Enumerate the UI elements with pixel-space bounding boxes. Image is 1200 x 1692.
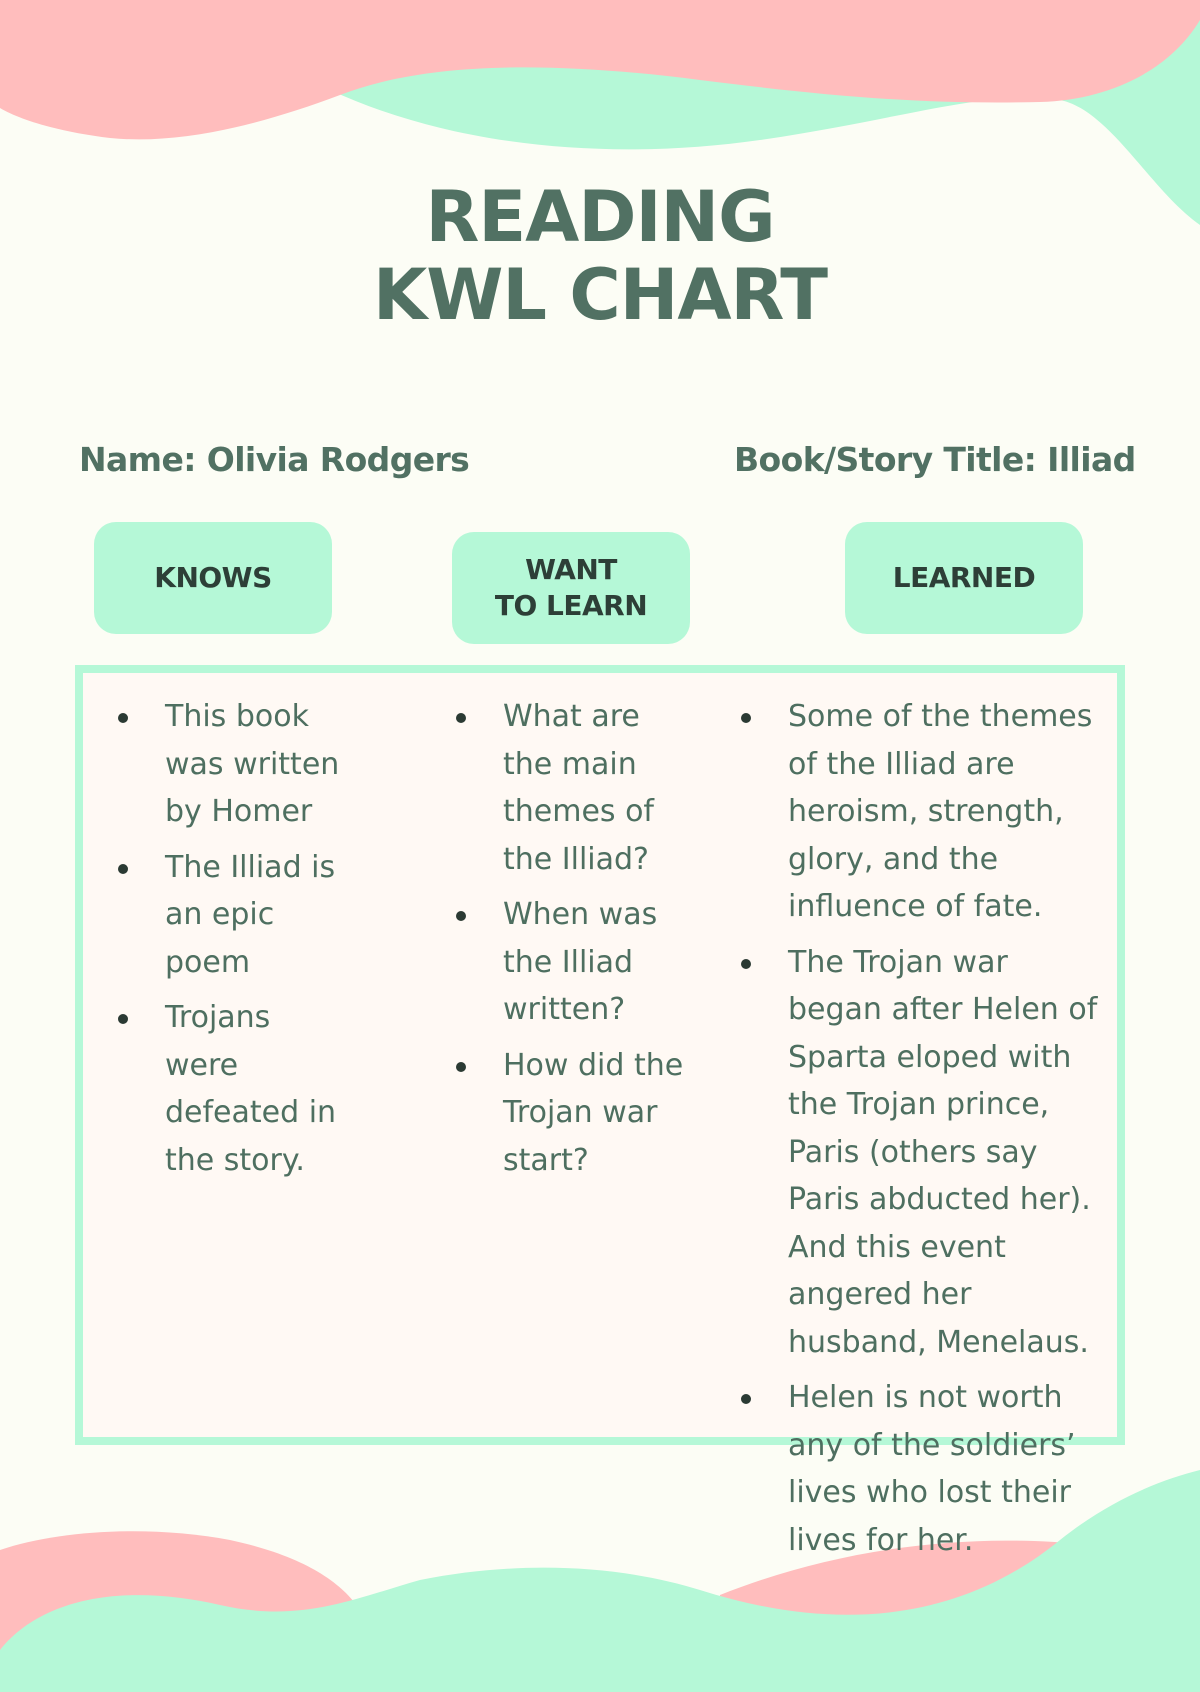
title-line-2: KWL CHART [372, 254, 828, 336]
page-title [0, 178, 1200, 334]
kwl-table [75, 665, 1125, 1558]
book-title: Book/Story Title: Illiad [734, 440, 1136, 479]
want-to-learn-list [453, 693, 698, 1184]
list-item: The Trojan war began after Helen of Sparta eloped with the Trojan prince, Paris (others say Paris abducted her). And this event angered her husband, Menelaus. [738, 939, 1108, 1367]
column-header-label: KNOWS [154, 561, 272, 594]
list-item: What are the main themes of the Illiad? [453, 693, 698, 883]
list-item: Some of the themes of the Illiad are heroism, strength, glory, and the influence of fate. [738, 693, 1108, 931]
column-header-label [495, 552, 647, 624]
list-item: Trojans were defeated in the story. [115, 994, 345, 1184]
list-item: Helen is not worth any of the soldiers’ lives who lost their lives for her. [738, 1374, 1108, 1564]
column-header-knows [94, 522, 332, 634]
column-header-want-to-learn [452, 532, 690, 644]
want-to-learn-column [453, 693, 698, 1192]
column-header-line-2: TO LEARN [494, 589, 648, 622]
column-header-line-1: WANT [525, 553, 617, 586]
list-item: When was the Illiad written? [453, 891, 698, 1034]
knows-column [115, 693, 345, 1192]
list-item: The Illiad is an epic poem [115, 844, 345, 987]
list-item: How did the Trojan war start? [453, 1042, 698, 1185]
knows-list [115, 693, 345, 1184]
learned-column [738, 693, 1108, 1572]
title-line-1: READING [425, 176, 775, 258]
learned-list [738, 693, 1108, 1564]
list-item: This book was written by Homer [115, 693, 345, 836]
column-header-learned [845, 522, 1083, 634]
column-header-label: LEARNED [892, 561, 1036, 594]
student-name: Name: Olivia Rodgers [79, 440, 470, 479]
